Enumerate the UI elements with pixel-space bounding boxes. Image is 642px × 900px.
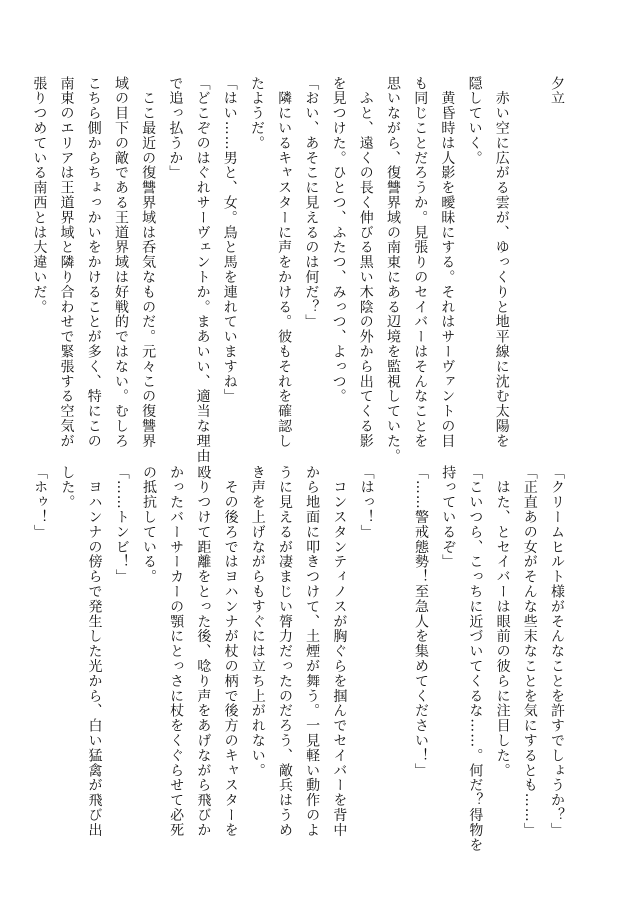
text-column: 「どこぞのはぐれサーヴェントか。まあいい、適当な理由 [194, 76, 211, 464]
lower-text-tier [32, 465, 570, 853]
text-column: で追っ払うか」 [167, 76, 184, 181]
text-column: 「……警戒態勢！至急人を集めてください！」 [412, 465, 429, 778]
text-column: はた、とセイバーは眼前の彼らに注目した。 [494, 465, 511, 778]
text-column: うに見えるが凄まじい膂力だったのだろう、敵兵はうめ [276, 465, 293, 838]
blank-column [380, 465, 407, 837]
text-column: 持っているぞ」 [440, 465, 457, 570]
text-column: 「こいつら、こっちに近づいてくるな……。何だ？得物を [467, 465, 484, 853]
text-column: を見つけた。ひとつ、ふたつ、みっつ、よっつ。 [330, 76, 347, 404]
text-column: かったバーサーカーの顎にとっさに杖をくぐらせて必死 [168, 465, 185, 838]
text-column: 「ホゥ！」 [32, 465, 49, 540]
text-column: 隠していく。 [466, 76, 483, 166]
text-column: 殴りつけて距離をとった後、唸り声をあげながら飛びか [195, 465, 212, 838]
text-column: 「はい……男と、女。鳥と馬を連れていますね」 [221, 76, 238, 404]
text-column: ふと、遠くの長く伸びる黒い木陰の外から出てくる影 [357, 76, 374, 449]
chapter-title: 夕立 [549, 76, 565, 106]
text-column: 赤い空に広がる雲が、ゆっくりと地平線に沈む太陽を [493, 76, 510, 449]
text-column: 「正直あの女がそんな些末なことを気にするとも……」 [521, 465, 538, 838]
text-column: も同じことだろうか。見張りのセイバーはそんなことを [412, 76, 429, 449]
text-column: その後ろではヨハンナが杖の柄で後方のキャスターを [222, 465, 239, 838]
text-column: ヨハンナの傍らで発生した光から、白い猛禽が飛び出 [86, 465, 103, 838]
text-column: ここ最近の復讐界域は呑気なものだ。元々この復讐界 [140, 76, 157, 449]
text-column: の抵抗している。 [140, 465, 157, 585]
text-column: 「おい、あそこに見えるのは何だ？」 [303, 76, 320, 330]
text-column: 「はっ！」 [358, 465, 375, 540]
text-column: 南東のエリアは王道界域と隣り合わせで緊張する空気が [58, 76, 75, 449]
text-column: 黄昏時は人影を曖昧にする。それはサーヴァントの目 [439, 76, 456, 449]
text-column: 「クリームヒルト様がそんなことを許すでしょうか？」 [549, 465, 565, 838]
text-column: こちら側からちょっかいをかけることが多く、特にこの [85, 76, 102, 449]
text-column: から地面に叩きつけて、土煙が舞う。一見軽い動作のよ [304, 465, 321, 838]
text-column: 「……トンビ！」 [113, 465, 130, 585]
text-column: した。 [59, 465, 76, 510]
text-column: 張りつめている南西とは大違いだ。 [31, 76, 48, 315]
upper-text-tier [31, 76, 570, 464]
text-column: 隣にいるキャスターに声をかける。彼もそれを確認し [276, 76, 293, 449]
text-column: たようだ。 [248, 76, 265, 151]
text-column: コンスタンティノスが胸ぐらを掴んでセイバーを背中 [331, 465, 348, 838]
text-column: き声を上げながらもすぐには立ち上がれない。 [249, 465, 266, 778]
text-column: 思いながら、復讐界域の南東にある辺境を監視していた。 [384, 76, 401, 464]
text-column: 域の目下の敵である王道界域は好戦的ではない。むしろ [112, 76, 129, 449]
